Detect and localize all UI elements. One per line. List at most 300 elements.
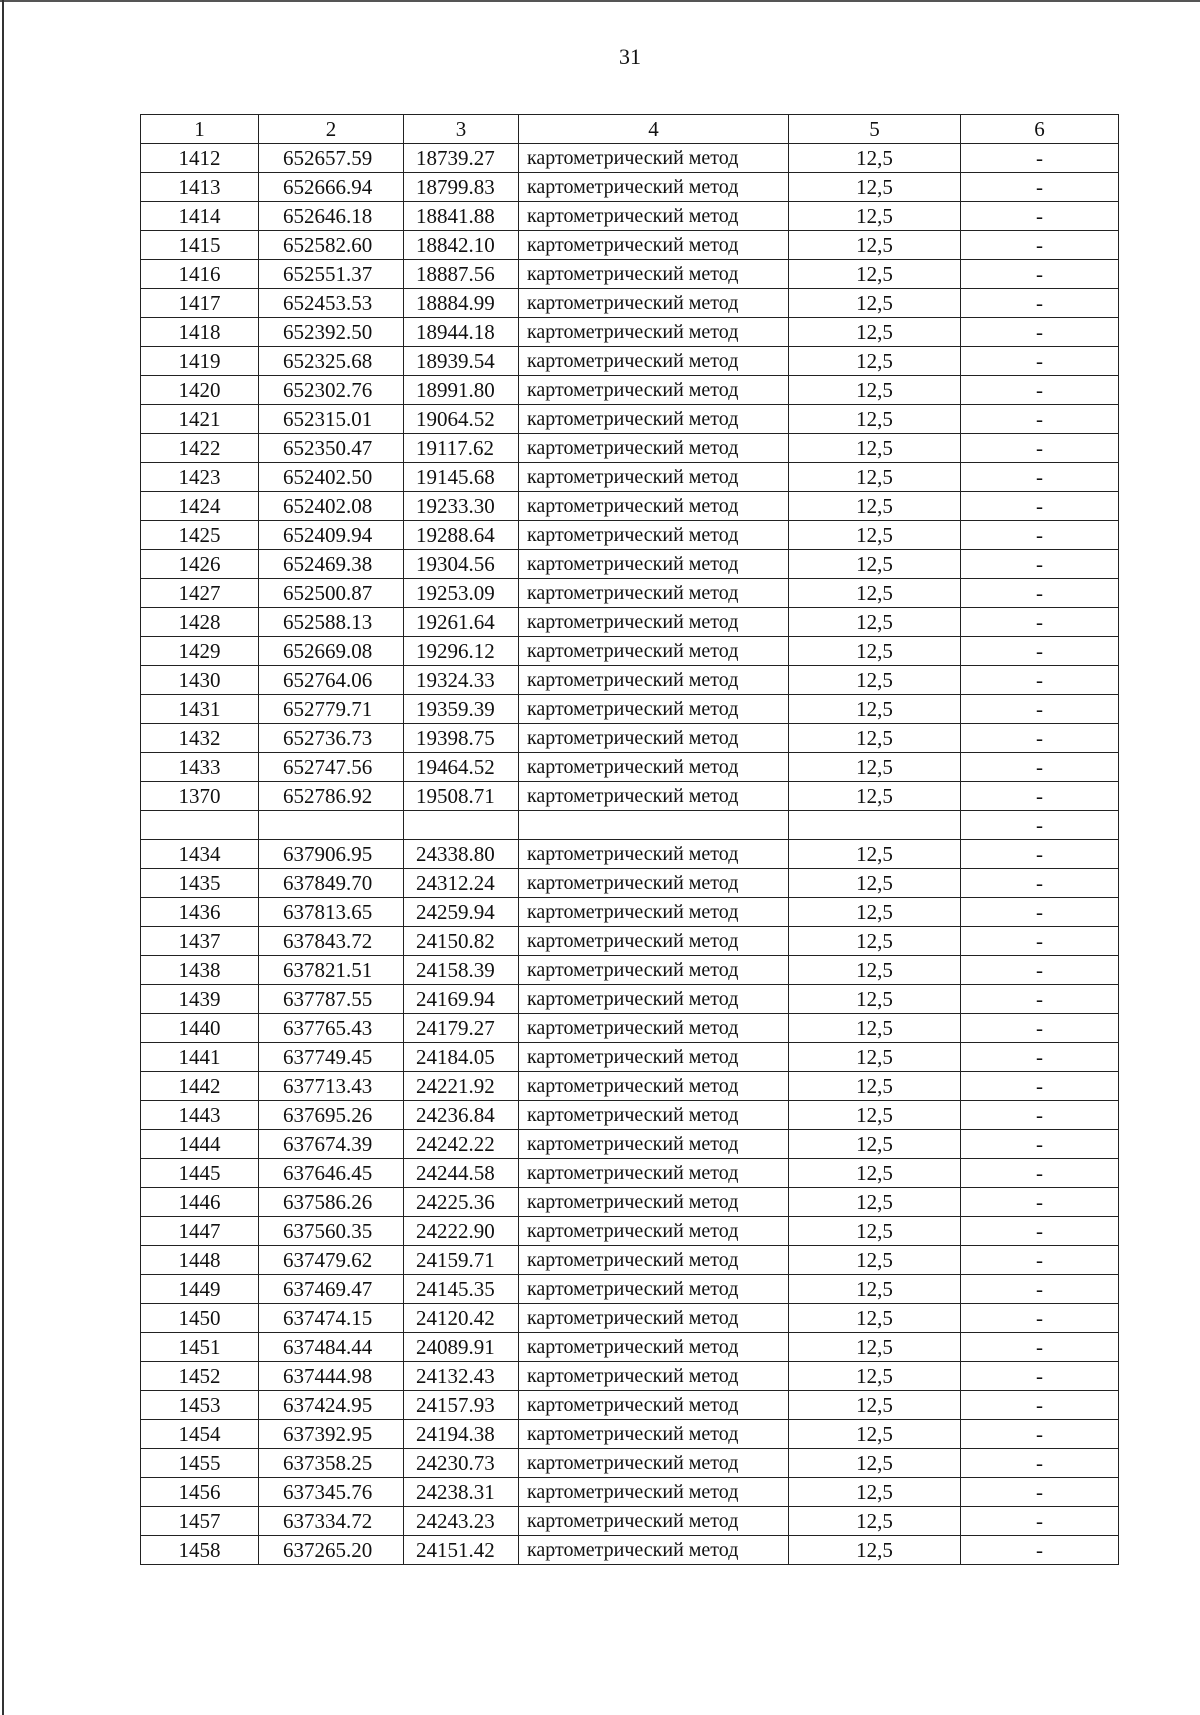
y-coordinate-cell: 24225.36 — [404, 1188, 519, 1217]
y-coordinate-cell: 24230.73 — [404, 1449, 519, 1478]
method-cell: картометрический метод — [519, 1507, 789, 1536]
method-cell: картометрический метод — [519, 1536, 789, 1565]
x-coordinate-cell: 652302.76 — [259, 376, 404, 405]
point-number-cell: 1425 — [141, 521, 259, 550]
table-row — [141, 637, 1119, 666]
point-number-cell: 1438 — [141, 956, 259, 985]
accuracy-cell: 12,5 — [789, 202, 961, 231]
table-row — [141, 956, 1119, 985]
table-row — [141, 1391, 1119, 1420]
column-header: 5 — [789, 115, 961, 144]
y-coordinate-cell: 24259.94 — [404, 898, 519, 927]
table-row — [141, 1217, 1119, 1246]
point-number-cell: 1439 — [141, 985, 259, 1014]
note-cell: - — [961, 956, 1119, 985]
note-cell: - — [961, 1159, 1119, 1188]
note-cell: - — [961, 1362, 1119, 1391]
note-cell: - — [961, 318, 1119, 347]
scan-edge-top — [0, 0, 1200, 2]
x-coordinate-cell: 652500.87 — [259, 579, 404, 608]
note-cell: - — [961, 695, 1119, 724]
y-coordinate-cell: 24145.35 — [404, 1275, 519, 1304]
accuracy-cell: 12,5 — [789, 1449, 961, 1478]
y-coordinate-cell: 18739.27 — [404, 144, 519, 173]
accuracy-cell: 12,5 — [789, 869, 961, 898]
point-number-cell: 1448 — [141, 1246, 259, 1275]
accuracy-cell: 12,5 — [789, 840, 961, 869]
note-cell: - — [961, 927, 1119, 956]
x-coordinate-cell: 652453.53 — [259, 289, 404, 318]
point-number-cell: 1431 — [141, 695, 259, 724]
method-cell: картометрический метод — [519, 1449, 789, 1478]
point-number-cell: 1370 — [141, 782, 259, 811]
note-cell: - — [961, 347, 1119, 376]
table-row — [141, 318, 1119, 347]
x-coordinate-cell: 652402.50 — [259, 463, 404, 492]
y-coordinate-cell: 24244.58 — [404, 1159, 519, 1188]
note-cell: - — [961, 753, 1119, 782]
method-cell: картометрический метод — [519, 434, 789, 463]
method-cell: картометрический метод — [519, 927, 789, 956]
table-row — [141, 1130, 1119, 1159]
accuracy-cell: 12,5 — [789, 666, 961, 695]
method-cell: картометрический метод — [519, 1043, 789, 1072]
y-coordinate-cell: 19398.75 — [404, 724, 519, 753]
note-cell: - — [961, 579, 1119, 608]
accuracy-cell: 12,5 — [789, 1275, 961, 1304]
table-row — [141, 1043, 1119, 1072]
table-row — [141, 1478, 1119, 1507]
table-row — [141, 869, 1119, 898]
note-cell: - — [961, 173, 1119, 202]
method-cell: картометрический метод — [519, 1072, 789, 1101]
column-header: 3 — [404, 115, 519, 144]
point-number-cell: 1422 — [141, 434, 259, 463]
x-coordinate-cell: 652315.01 — [259, 405, 404, 434]
accuracy-cell: 12,5 — [789, 1246, 961, 1275]
note-cell: - — [961, 1014, 1119, 1043]
table-row — [141, 231, 1119, 260]
method-cell: картометрический метод — [519, 782, 789, 811]
x-coordinate-cell: 637479.62 — [259, 1246, 404, 1275]
point-number-cell — [141, 811, 259, 840]
point-number-cell: 1453 — [141, 1391, 259, 1420]
method-cell: картометрический метод — [519, 1420, 789, 1449]
x-coordinate-cell: 652551.37 — [259, 260, 404, 289]
x-coordinate-cell: 652786.92 — [259, 782, 404, 811]
table-row — [141, 347, 1119, 376]
table-row — [141, 1246, 1119, 1275]
table-row — [141, 1159, 1119, 1188]
x-coordinate-cell: 637646.45 — [259, 1159, 404, 1188]
point-number-cell: 1446 — [141, 1188, 259, 1217]
x-coordinate-cell: 637424.95 — [259, 1391, 404, 1420]
x-coordinate-cell: 637906.95 — [259, 840, 404, 869]
x-coordinate-cell: 652669.08 — [259, 637, 404, 666]
point-number-cell: 1429 — [141, 637, 259, 666]
note-cell: - — [961, 811, 1119, 840]
y-coordinate-cell: 19261.64 — [404, 608, 519, 637]
method-cell: картометрический метод — [519, 405, 789, 434]
method-cell: картометрический метод — [519, 492, 789, 521]
accuracy-cell: 12,5 — [789, 1188, 961, 1217]
accuracy-cell: 12,5 — [789, 1478, 961, 1507]
point-number-cell: 1430 — [141, 666, 259, 695]
accuracy-cell: 12,5 — [789, 318, 961, 347]
point-number-cell: 1420 — [141, 376, 259, 405]
point-number-cell: 1415 — [141, 231, 259, 260]
point-number-cell: 1440 — [141, 1014, 259, 1043]
table-row — [141, 202, 1119, 231]
method-cell: картометрический метод — [519, 521, 789, 550]
y-coordinate-cell: 24179.27 — [404, 1014, 519, 1043]
note-cell: - — [961, 782, 1119, 811]
method-cell: картометрический метод — [519, 1159, 789, 1188]
y-coordinate-cell: 18842.10 — [404, 231, 519, 260]
point-number-cell: 1442 — [141, 1072, 259, 1101]
note-cell: - — [961, 144, 1119, 173]
table-row — [141, 1072, 1119, 1101]
y-coordinate-cell: 24238.31 — [404, 1478, 519, 1507]
y-coordinate-cell: 18991.80 — [404, 376, 519, 405]
y-coordinate-cell: 19324.33 — [404, 666, 519, 695]
note-cell: - — [961, 637, 1119, 666]
y-coordinate-cell: 19359.39 — [404, 695, 519, 724]
x-coordinate-cell: 637713.43 — [259, 1072, 404, 1101]
table-row — [141, 260, 1119, 289]
method-cell: картометрический метод — [519, 1014, 789, 1043]
point-number-cell: 1418 — [141, 318, 259, 347]
note-cell: - — [961, 1101, 1119, 1130]
point-number-cell: 1444 — [141, 1130, 259, 1159]
y-coordinate-cell: 24089.91 — [404, 1333, 519, 1362]
x-coordinate-cell: 637813.65 — [259, 898, 404, 927]
note-cell: - — [961, 1536, 1119, 1565]
accuracy-cell: 12,5 — [789, 1101, 961, 1130]
method-cell: картометрический метод — [519, 1217, 789, 1246]
method-cell: картометрический метод — [519, 637, 789, 666]
method-cell: картометрический метод — [519, 579, 789, 608]
point-number-cell: 1412 — [141, 144, 259, 173]
y-coordinate-cell: 24222.90 — [404, 1217, 519, 1246]
x-coordinate-cell: 637849.70 — [259, 869, 404, 898]
point-number-cell: 1413 — [141, 173, 259, 202]
y-coordinate-cell: 18944.18 — [404, 318, 519, 347]
y-coordinate-cell: 24151.42 — [404, 1536, 519, 1565]
method-cell: картометрический метод — [519, 1478, 789, 1507]
x-coordinate-cell: 637843.72 — [259, 927, 404, 956]
table-row — [141, 782, 1119, 811]
table-row — [141, 753, 1119, 782]
accuracy-cell: 12,5 — [789, 231, 961, 260]
note-cell: - — [961, 1449, 1119, 1478]
table-row — [141, 666, 1119, 695]
point-number-cell: 1433 — [141, 753, 259, 782]
x-coordinate-cell: 652764.06 — [259, 666, 404, 695]
method-cell: картометрический метод — [519, 376, 789, 405]
y-coordinate-cell: 19288.64 — [404, 521, 519, 550]
point-number-cell: 1423 — [141, 463, 259, 492]
note-cell: - — [961, 985, 1119, 1014]
x-coordinate-cell: 652588.13 — [259, 608, 404, 637]
table-row — [141, 405, 1119, 434]
accuracy-cell: 12,5 — [789, 608, 961, 637]
accuracy-cell: 12,5 — [789, 1536, 961, 1565]
x-coordinate-cell: 652646.18 — [259, 202, 404, 231]
x-coordinate-cell: 652402.08 — [259, 492, 404, 521]
note-cell: - — [961, 898, 1119, 927]
y-coordinate-cell: 19304.56 — [404, 550, 519, 579]
accuracy-cell: 12,5 — [789, 405, 961, 434]
method-cell: картометрический метод — [519, 231, 789, 260]
x-coordinate-cell: 652779.71 — [259, 695, 404, 724]
y-coordinate-cell: 24157.93 — [404, 1391, 519, 1420]
y-coordinate-cell: 24243.23 — [404, 1507, 519, 1536]
x-coordinate-cell: 637484.44 — [259, 1333, 404, 1362]
method-cell: картометрический метод — [519, 608, 789, 637]
accuracy-cell: 12,5 — [789, 1159, 961, 1188]
note-cell: - — [961, 260, 1119, 289]
note-cell: - — [961, 1217, 1119, 1246]
x-coordinate-cell: 637474.15 — [259, 1304, 404, 1333]
accuracy-cell: 12,5 — [789, 927, 961, 956]
note-cell: - — [961, 1130, 1119, 1159]
x-coordinate-cell: 637358.25 — [259, 1449, 404, 1478]
table-row — [141, 289, 1119, 318]
point-number-cell: 1441 — [141, 1043, 259, 1072]
point-number-cell: 1451 — [141, 1333, 259, 1362]
x-coordinate-cell: 637392.95 — [259, 1420, 404, 1449]
method-cell: картометрический метод — [519, 724, 789, 753]
method-cell: картометрический метод — [519, 898, 789, 927]
y-coordinate-cell: 24194.38 — [404, 1420, 519, 1449]
accuracy-cell: 12,5 — [789, 347, 961, 376]
column-header: 2 — [259, 115, 404, 144]
accuracy-cell: 12,5 — [789, 1420, 961, 1449]
method-cell: картометрический метод — [519, 202, 789, 231]
note-cell: - — [961, 376, 1119, 405]
note-cell: - — [961, 608, 1119, 637]
point-number-cell: 1456 — [141, 1478, 259, 1507]
point-number-cell: 1421 — [141, 405, 259, 434]
table-row — [141, 492, 1119, 521]
point-number-cell: 1427 — [141, 579, 259, 608]
y-coordinate-cell: 18887.56 — [404, 260, 519, 289]
method-cell: картометрический метод — [519, 289, 789, 318]
note-cell: - — [961, 1072, 1119, 1101]
table-row — [141, 1188, 1119, 1217]
note-cell: - — [961, 1304, 1119, 1333]
accuracy-cell: 12,5 — [789, 492, 961, 521]
x-coordinate-cell: 652350.47 — [259, 434, 404, 463]
point-number-cell: 1449 — [141, 1275, 259, 1304]
x-coordinate-cell — [259, 811, 404, 840]
accuracy-cell: 12,5 — [789, 956, 961, 985]
y-coordinate-cell: 24120.42 — [404, 1304, 519, 1333]
x-coordinate-cell: 637674.39 — [259, 1130, 404, 1159]
accuracy-cell: 12,5 — [789, 724, 961, 753]
x-coordinate-cell: 652747.56 — [259, 753, 404, 782]
x-coordinate-cell: 652657.59 — [259, 144, 404, 173]
y-coordinate-cell: 19508.71 — [404, 782, 519, 811]
accuracy-cell: 12,5 — [789, 1130, 961, 1159]
table-row — [141, 550, 1119, 579]
x-coordinate-cell: 652666.94 — [259, 173, 404, 202]
accuracy-cell: 12,5 — [789, 434, 961, 463]
accuracy-cell: 12,5 — [789, 637, 961, 666]
method-cell: картометрический метод — [519, 318, 789, 347]
method-cell: картометрический метод — [519, 1246, 789, 1275]
x-coordinate-cell: 652582.60 — [259, 231, 404, 260]
accuracy-cell: 12,5 — [789, 1014, 961, 1043]
x-coordinate-cell: 637560.35 — [259, 1217, 404, 1246]
table-row — [141, 463, 1119, 492]
x-coordinate-cell: 652409.94 — [259, 521, 404, 550]
point-number-cell: 1414 — [141, 202, 259, 231]
table-header-row — [141, 115, 1119, 144]
y-coordinate-cell: 19253.09 — [404, 579, 519, 608]
method-cell: картометрический метод — [519, 1275, 789, 1304]
note-cell: - — [961, 1391, 1119, 1420]
y-coordinate-cell: 19145.68 — [404, 463, 519, 492]
accuracy-cell: 12,5 — [789, 1217, 961, 1246]
x-coordinate-cell: 637444.98 — [259, 1362, 404, 1391]
point-number-cell: 1417 — [141, 289, 259, 318]
column-header: 1 — [141, 115, 259, 144]
table-row — [141, 376, 1119, 405]
note-cell: - — [961, 1333, 1119, 1362]
note-cell: - — [961, 434, 1119, 463]
scan-edge-left — [2, 0, 4, 1715]
point-number-cell: 1445 — [141, 1159, 259, 1188]
y-coordinate-cell: 24158.39 — [404, 956, 519, 985]
table-row — [141, 144, 1119, 173]
y-coordinate-cell: 24169.94 — [404, 985, 519, 1014]
table-row — [141, 1362, 1119, 1391]
y-coordinate-cell: 19233.30 — [404, 492, 519, 521]
accuracy-cell: 12,5 — [789, 1043, 961, 1072]
accuracy-cell: 12,5 — [789, 550, 961, 579]
note-cell: - — [961, 1478, 1119, 1507]
point-number-cell: 1434 — [141, 840, 259, 869]
note-cell: - — [961, 231, 1119, 260]
point-number-cell: 1458 — [141, 1536, 259, 1565]
table-row — [141, 1014, 1119, 1043]
accuracy-cell: 12,5 — [789, 173, 961, 202]
note-cell: - — [961, 1420, 1119, 1449]
table-row — [141, 695, 1119, 724]
table-row — [141, 927, 1119, 956]
method-cell: картометрический метод — [519, 666, 789, 695]
y-coordinate-cell: 24159.71 — [404, 1246, 519, 1275]
table-body — [141, 144, 1119, 1565]
y-coordinate-cell: 24132.43 — [404, 1362, 519, 1391]
point-number-cell: 1450 — [141, 1304, 259, 1333]
point-number-cell: 1435 — [141, 869, 259, 898]
accuracy-cell: 12,5 — [789, 1362, 961, 1391]
coordinates-table — [140, 114, 1119, 1565]
table-row — [141, 1420, 1119, 1449]
table-row — [141, 898, 1119, 927]
table-row — [141, 579, 1119, 608]
method-cell: картометрический метод — [519, 463, 789, 492]
point-number-cell: 1437 — [141, 927, 259, 956]
point-number-cell: 1457 — [141, 1507, 259, 1536]
accuracy-cell: 12,5 — [789, 1507, 961, 1536]
point-number-cell: 1436 — [141, 898, 259, 927]
y-coordinate-cell: 18939.54 — [404, 347, 519, 376]
table-row — [141, 1333, 1119, 1362]
y-coordinate-cell: 18841.88 — [404, 202, 519, 231]
method-cell: картометрический метод — [519, 869, 789, 898]
accuracy-cell: 12,5 — [789, 753, 961, 782]
y-coordinate-cell: 24312.24 — [404, 869, 519, 898]
table-row — [141, 608, 1119, 637]
y-coordinate-cell: 24338.80 — [404, 840, 519, 869]
table-row — [141, 1507, 1119, 1536]
point-number-cell: 1432 — [141, 724, 259, 753]
note-cell: - — [961, 840, 1119, 869]
x-coordinate-cell: 637469.47 — [259, 1275, 404, 1304]
accuracy-cell: 12,5 — [789, 985, 961, 1014]
accuracy-cell: 12,5 — [789, 579, 961, 608]
note-cell: - — [961, 492, 1119, 521]
point-number-cell: 1455 — [141, 1449, 259, 1478]
point-number-cell: 1428 — [141, 608, 259, 637]
note-cell: - — [961, 1507, 1119, 1536]
note-cell: - — [961, 724, 1119, 753]
y-coordinate-cell: 19296.12 — [404, 637, 519, 666]
table-row — [141, 1304, 1119, 1333]
column-header: 4 — [519, 115, 789, 144]
x-coordinate-cell: 637821.51 — [259, 956, 404, 985]
accuracy-cell: 12,5 — [789, 898, 961, 927]
note-cell: - — [961, 1188, 1119, 1217]
method-cell: картометрический метод — [519, 1362, 789, 1391]
accuracy-cell: 12,5 — [789, 289, 961, 318]
table-row — [141, 173, 1119, 202]
point-number-cell: 1426 — [141, 550, 259, 579]
y-coordinate-cell: 19064.52 — [404, 405, 519, 434]
x-coordinate-cell: 652392.50 — [259, 318, 404, 347]
point-number-cell: 1424 — [141, 492, 259, 521]
x-coordinate-cell: 652325.68 — [259, 347, 404, 376]
point-number-cell: 1419 — [141, 347, 259, 376]
method-cell: картометрический метод — [519, 753, 789, 782]
accuracy-cell: 12,5 — [789, 521, 961, 550]
y-coordinate-cell: 18884.99 — [404, 289, 519, 318]
accuracy-cell: 12,5 — [789, 376, 961, 405]
y-coordinate-cell: 24221.92 — [404, 1072, 519, 1101]
method-cell: картометрический метод — [519, 347, 789, 376]
note-cell: - — [961, 1246, 1119, 1275]
accuracy-cell: 12,5 — [789, 144, 961, 173]
y-coordinate-cell: 18799.83 — [404, 173, 519, 202]
x-coordinate-cell: 652469.38 — [259, 550, 404, 579]
x-coordinate-cell: 637586.26 — [259, 1188, 404, 1217]
method-cell: картометрический метод — [519, 1101, 789, 1130]
point-number-cell: 1454 — [141, 1420, 259, 1449]
method-cell — [519, 811, 789, 840]
table-row — [141, 811, 1119, 840]
table-row — [141, 1275, 1119, 1304]
note-cell: - — [961, 1043, 1119, 1072]
y-coordinate-cell: 24242.22 — [404, 1130, 519, 1159]
note-cell: - — [961, 202, 1119, 231]
x-coordinate-cell: 637265.20 — [259, 1536, 404, 1565]
table-row — [141, 1449, 1119, 1478]
note-cell: - — [961, 666, 1119, 695]
